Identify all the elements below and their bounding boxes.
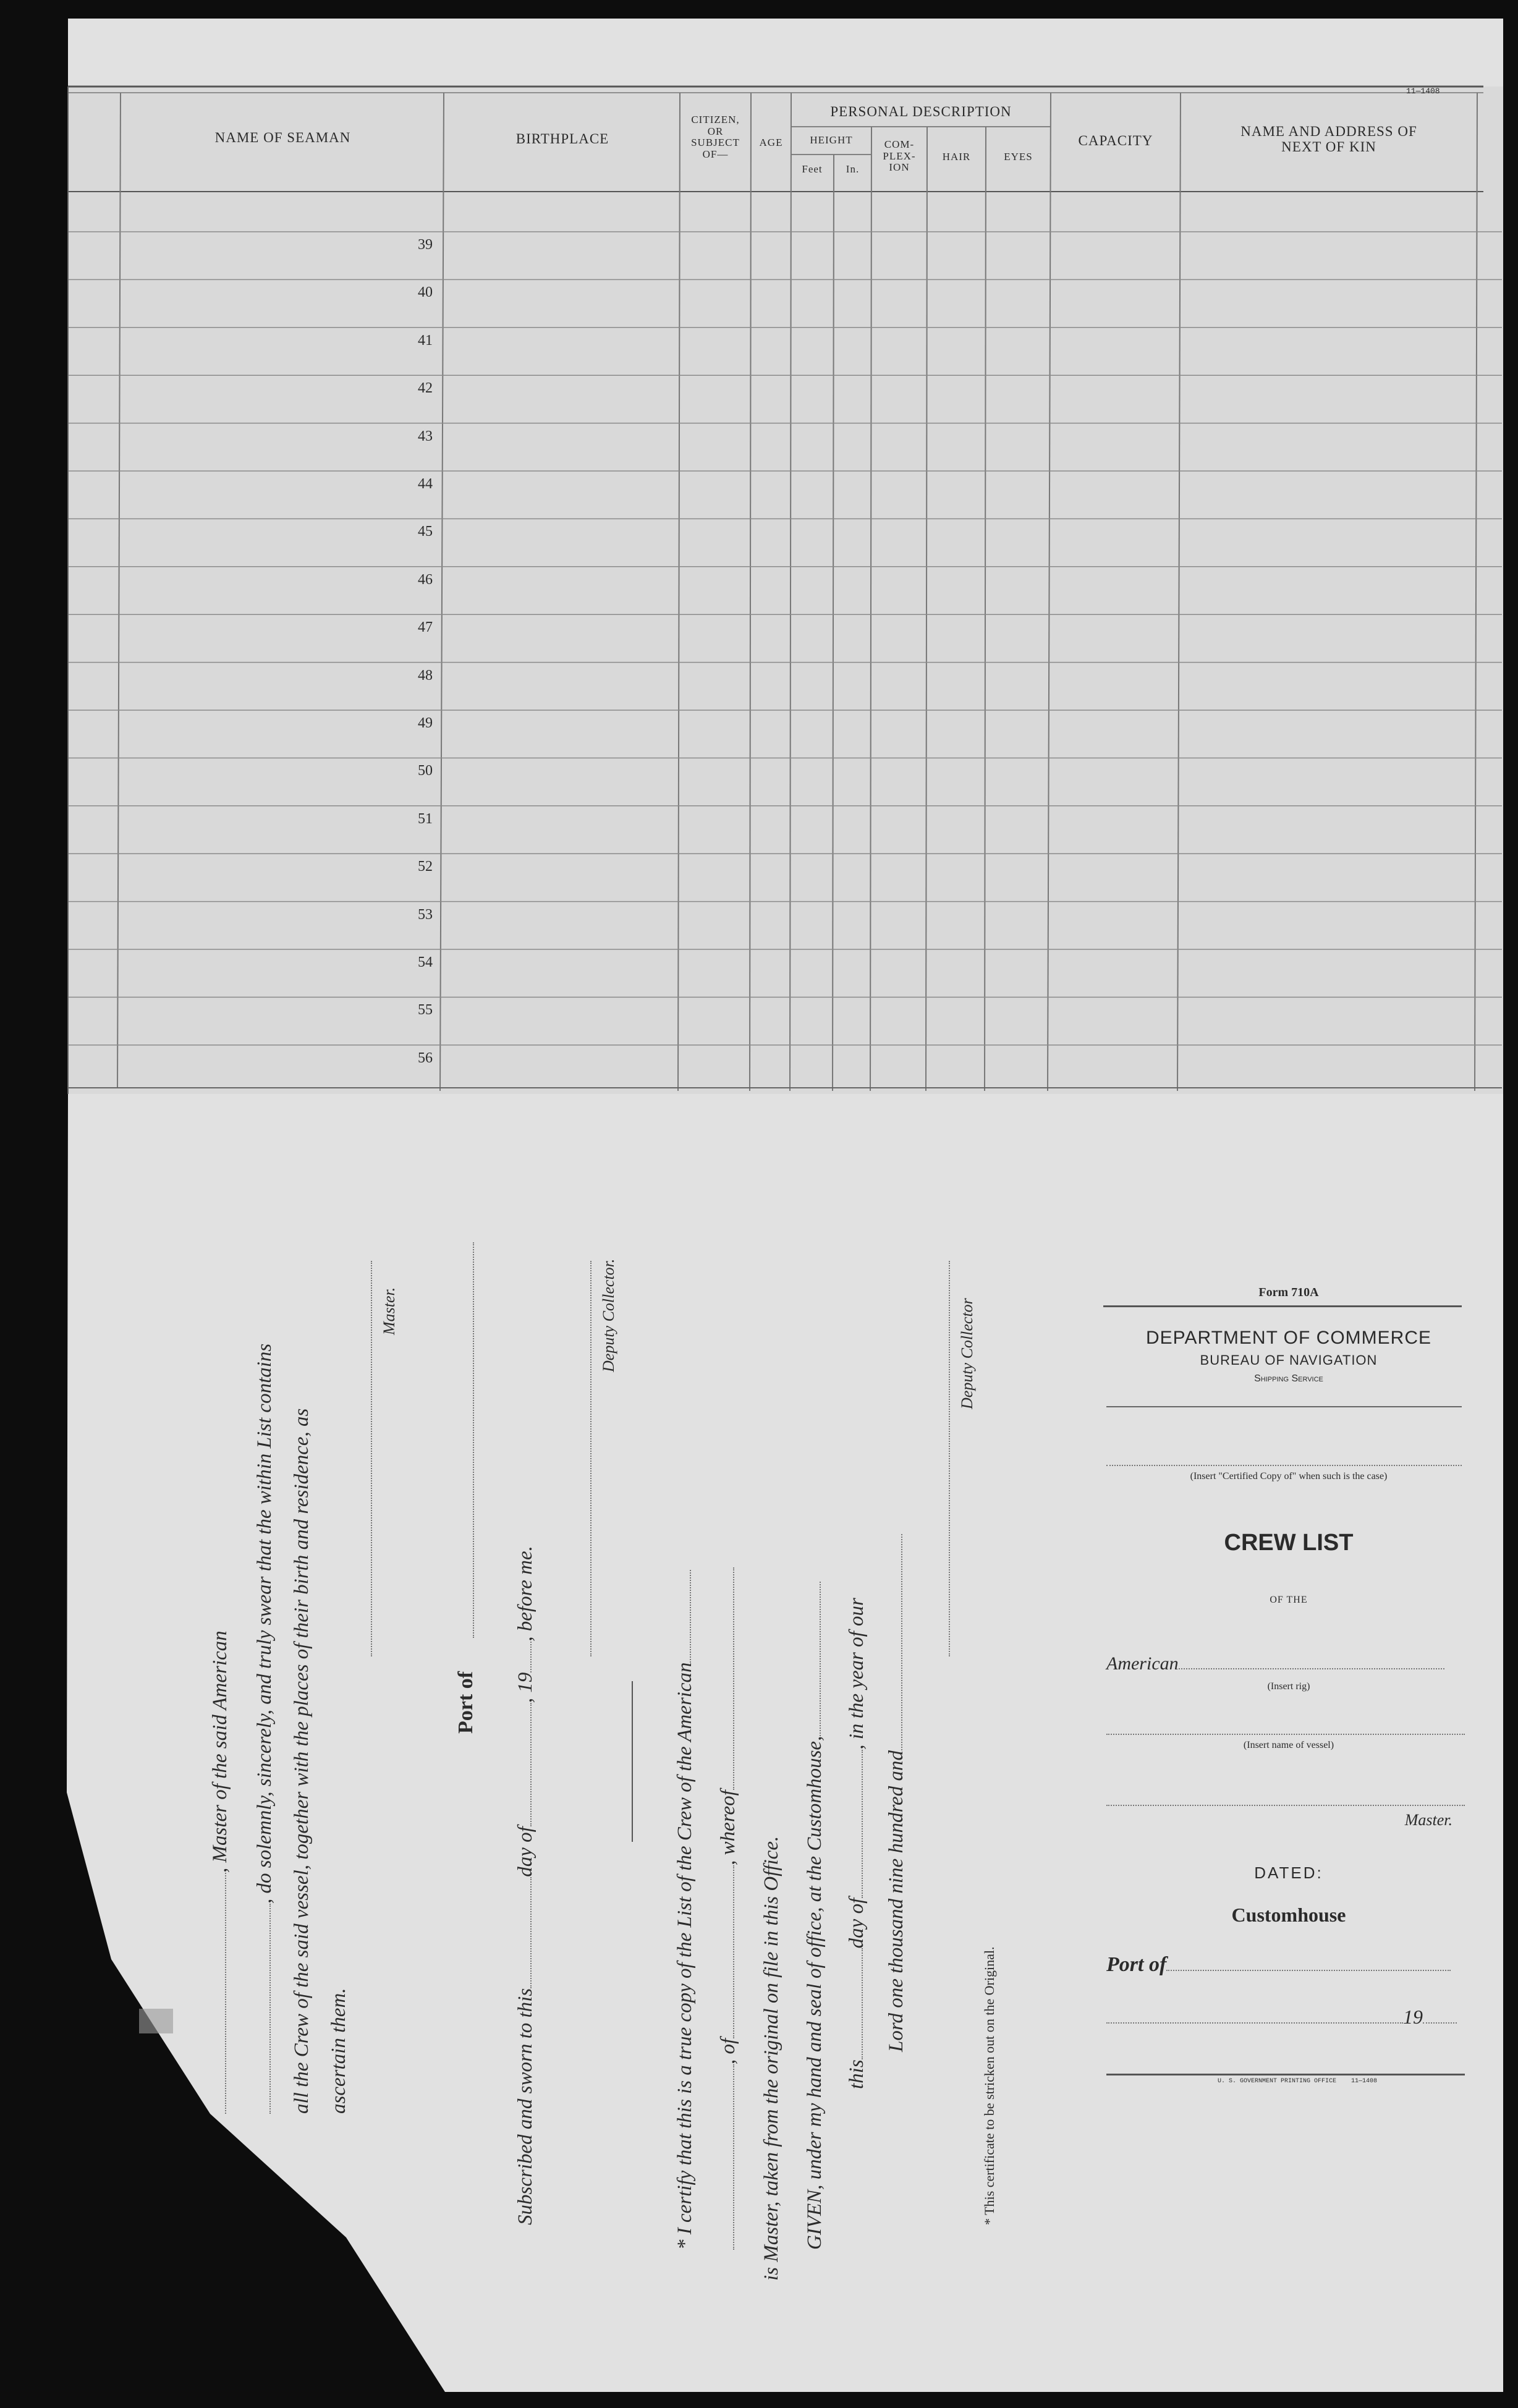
row-number: 43 (418, 428, 433, 444)
header-capacity: CAPACITY (1078, 133, 1153, 148)
oath-line-2-text: , do solemnly, sincerely, and truly swear that the within List contains (253, 1343, 276, 1904)
oath-year-blank (530, 1642, 532, 1672)
oath-deputy-collector: Deputy Collector. (600, 1258, 617, 1372)
oath-nineteen-text: , 19 (514, 1672, 536, 1703)
row-number: 40 (418, 284, 433, 301)
cover-bureau: BUREAU OF NAVIGATION (1200, 1352, 1378, 1368)
cover-insert-rig: (Insert rig) (1267, 1681, 1310, 1692)
row-number: 41 (418, 332, 433, 349)
oath-day-blank (530, 1877, 532, 1988)
cert-year-of-our-text: , in the year of our (846, 1598, 868, 1750)
cert-footnote: * This certificate to be stricken out on the Original. (982, 1946, 997, 2225)
header-birthplace: BIRTHPLACE (515, 131, 609, 146)
header-height: HEIGHT (810, 134, 853, 146)
cert-of-text: , of (717, 2038, 739, 2064)
header-complexion-line3: ION (889, 161, 910, 174)
header-citizen-line2: OR (707, 125, 724, 137)
oath-line-4: ascertain them. (328, 1988, 350, 2114)
row-number: 55 (418, 1002, 433, 1019)
row-number: 48 (418, 667, 433, 684)
cover-printer-line (1218, 2078, 1465, 2085)
cover-service-rule (1106, 1406, 1462, 1407)
cover-customhouse: Customhouse (1231, 1904, 1346, 1926)
cert-deputy-collector: Deputy Collector (958, 1298, 976, 1409)
row-number: 53 (418, 906, 433, 923)
oath-port-of (454, 1671, 478, 1734)
row-number: 39 (418, 237, 433, 253)
row-number: 49 (418, 715, 433, 731)
oath-line-1-text: , Master of the said American (209, 1630, 231, 1873)
header-age: AGE (759, 137, 783, 148)
cert-line-2 (717, 1567, 740, 2250)
cover-master-label: Master. (1404, 1811, 1452, 1829)
cover-department: DEPARTMENT OF COMMERCE (1145, 1328, 1432, 1348)
cert-month-blank (862, 1750, 863, 1898)
row-number: 51 (418, 810, 433, 827)
cert-port-blank (733, 1865, 734, 2038)
cover-service: Shipping Service (1254, 1373, 1323, 1384)
cover-printer: U. S. GOVERNMENT PRINTING OFFICE (1218, 2078, 1337, 2085)
row-number: 54 (418, 954, 433, 970)
table-region (68, 87, 1503, 1094)
cert-day-of-text: day of (846, 1897, 868, 1949)
cover-title: CREW LIST (1224, 1530, 1354, 1556)
cover-year-blank (1423, 2022, 1457, 2024)
row-number: 52 (418, 858, 433, 875)
header-next-of-kin (1181, 124, 1477, 155)
cert-line-1-text: * I certify that this is a true copy of the List of the Crew of the American (674, 1662, 696, 2250)
cover-port-of-text: Port of (1106, 1953, 1167, 1976)
oath-before-me-text: , before me. (514, 1546, 536, 1642)
header-next-of-kin-line1: NAME AND ADDRESS OF (1240, 124, 1417, 139)
cert-name-blank (733, 2064, 734, 2250)
row-number: 45 (418, 524, 433, 540)
cert-line-4 (804, 1582, 826, 2250)
cover-port-blank (1166, 1970, 1451, 1971)
row-number: 56 (418, 1049, 433, 1066)
cover-bottom-rule (1106, 2074, 1465, 2075)
cover-port-line (1106, 1953, 1465, 1977)
header-citizen-line1: CITIZEN, (691, 114, 740, 125)
cover-date-blank (1106, 2022, 1403, 2024)
cover-rig-blank (1179, 1668, 1444, 1669)
cert-deputy-line (949, 1261, 950, 1656)
oath-line-2 (253, 1344, 276, 2114)
deputy-signature-line (590, 1261, 592, 1656)
cert-line-6 (885, 1534, 908, 2052)
cover-top-rule (1103, 1305, 1462, 1307)
row-number: 44 (418, 476, 433, 492)
cover-date-line (1106, 2006, 1465, 2029)
cert-line-1 (674, 1570, 697, 2250)
cert-line-4-text: GIVEN, under my hand and seal of office, at the Customhouse, (804, 1736, 826, 2250)
cover-nineteen-text: 19 (1403, 2006, 1423, 2028)
oath-port-of-text: Port of (454, 1671, 477, 1734)
cover-master-blank (1106, 1805, 1465, 1806)
header-name-of-seaman: NAME OF SEAMAN (214, 130, 351, 145)
header-complexion-line2: PLEX- (883, 150, 916, 162)
header-citizen-line4: OF— (702, 148, 729, 161)
oath-month-blank (530, 1703, 532, 1826)
header-citizen (680, 114, 751, 161)
oath-subscribed-text: Subscribed and sworn to this (514, 1988, 536, 2225)
cert-line-5 (846, 1598, 868, 2089)
cover-dated: DATED: (1254, 1863, 1323, 1882)
cert-whereof-text: , whereof (717, 1790, 739, 1865)
oath-line-3: all the Crew of the said vessel, together with the places of their birth and residence, as (290, 1408, 313, 2114)
cover-insert-certified: (Insert "Certified Copy of" when such is the case) (1190, 1471, 1388, 1482)
row-number: 42 (418, 380, 433, 397)
oath-port-line (473, 1242, 474, 1638)
cert-year-blank (901, 1534, 902, 1750)
cover-american-line (1106, 1653, 1465, 1674)
row-number: 50 (418, 763, 433, 779)
header-next-of-kin-line2: NEXT OF KIN (1281, 139, 1376, 155)
cover-of-the: OF THE (1270, 1595, 1308, 1605)
cover-insert-name: (Insert name of vessel) (1243, 1740, 1334, 1750)
header-eyes: EYES (1004, 151, 1033, 163)
header-personal-description: PERSONAL DESCRIPTION (830, 104, 1012, 119)
cert-vessel-blank (690, 1570, 691, 1663)
oath-master-blank (225, 1873, 226, 2114)
cover-american-text: American (1106, 1653, 1179, 1674)
cert-line-6-text: Lord one thousand nine hundred and (885, 1750, 907, 2052)
header-feet: Feet (802, 163, 823, 175)
oath-master-label: Master. (380, 1287, 398, 1335)
cover-form-number: Form 710A (1258, 1286, 1319, 1299)
oath-subscribed-line (514, 1546, 537, 2225)
row-number: 47 (418, 619, 433, 636)
cert-day-blank (862, 1948, 863, 2059)
master-signature-line (371, 1261, 372, 1656)
form-number-top: 11—1408 (1406, 87, 1440, 96)
oath-name-blank (269, 1904, 271, 2114)
cert-master-blank (733, 1567, 734, 1790)
oath-line-1 (209, 1630, 232, 2114)
row-number: 46 (418, 571, 433, 588)
cert-customhouse-blank (820, 1582, 821, 1736)
cert-line-3: is Master, taken from the original on file in this Office. (760, 1836, 782, 2281)
header-hair: HAIR (942, 151, 971, 163)
stamp-mark (139, 2009, 173, 2033)
header-complexion-line1: COM- (884, 138, 915, 150)
header-complexion (871, 139, 927, 174)
cover-vessel-blank (1106, 1734, 1465, 1735)
cover-certified-blank (1106, 1465, 1462, 1466)
oath-day-of-text: day of (514, 1826, 536, 1877)
cover-print-code: 11—1408 (1351, 2078, 1378, 2085)
header-inches: In. (846, 163, 860, 175)
header-citizen-line3: SUBJECT (691, 137, 740, 149)
cert-this-text: this (846, 2059, 868, 2089)
oath-separator (632, 1681, 633, 1842)
